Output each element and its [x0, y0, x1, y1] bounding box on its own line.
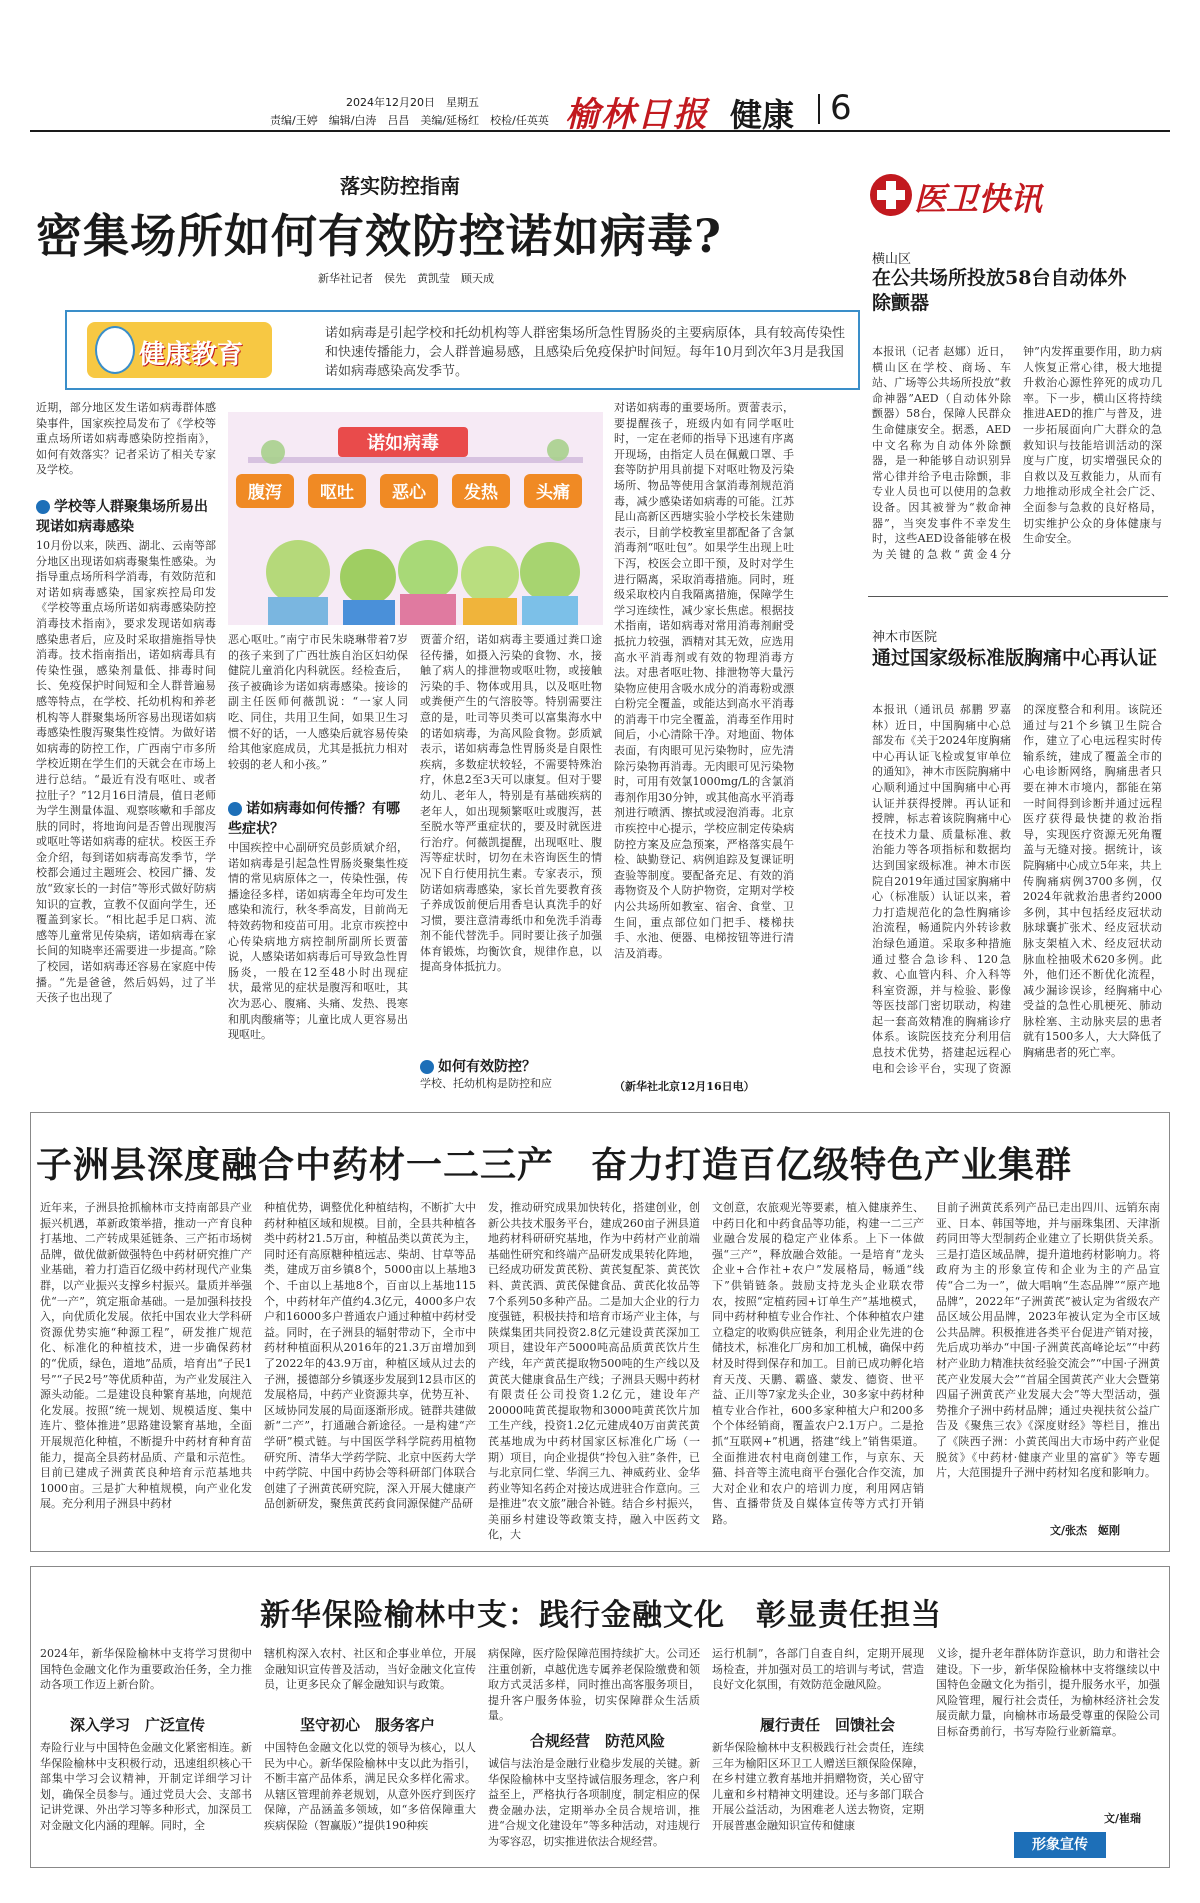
promotion-tag: 形象宣传: [1014, 1832, 1106, 1858]
rail2-kicker: 神木市医院: [872, 630, 938, 645]
lead-headline: 密集场所如何有效防控诺如病毒?: [36, 209, 722, 263]
article3-sec4: 履行责任 回馈社会: [760, 1716, 896, 1734]
lead-subhead-2-text: 诺如病毒如何传播？有哪些症状？: [228, 801, 400, 837]
lead-subhead-1: [36, 496, 216, 536]
red-cross-icon: [868, 172, 914, 218]
subhead-marker-icon: [36, 500, 50, 514]
lead-standfirst: 诺如病毒是引起学校和托幼机构等人群密集场所急性胃肠炎的主要病原体，具有较高传染性和快速传播能力，会人群普遍易感，且感染后免疫保护时间短。每年10月到次年3月是我国诺如病毒感染高发季节。: [325, 326, 846, 379]
article3-col-3: 诚信与法治是金融行业稳步发展的关键。新华保险榆林中支坚持诚信服务理念，客户利益至上，严格执行各项制度，制定相应的保费金融办法，定期举办全员合规培训，推进“合规文化建设年”等多种活动，对违规行为零容忍，切实推进依法合规经营。: [488, 1757, 700, 1848]
lead-col-4: 对诺如病毒的重要场所。贾蕾表示，要提醒孩子，班级内如有同学呕吐时，一定在老师的指导下迅速有序离开现场，由指定人员在佩戴口罩、手套等防护用具前提下对呕吐物及污染场所、物品等使用含氯消毒剂规范消毒，减少感染诺如病毒的可能。江苏昆山高新区西塘实验小学校长朱建勋表示，目前学校教室里都配备了含氯消毒剂“呕吐包”。如果学生出现上吐下泻，校医会立即干预，及时对学生进行隔离，采取消毒措施。同时，班级采取校内自我隔离措施，保障学生学习连续性，减少家长焦虑。根据技术指南，诺如病毒对常用消毒剂耐受抵抗力较强，酒精对其无效，应选用高水平消毒剂或有效的物理消毒方法。对患者呕吐物、排泄物等大量污染物应使用含吸水成分的消毒粉或漂白粉完全覆盖，或能达到高水平消毒的消毒干巾完全覆盖，消毒至作用时间后，小心清除干净。对地面、物体表面，有肉眼可见污染物时，应先清除污染物再消毒。无肉眼可见污染物时，可用有效氯1000mg/L的含氯消毒剂作用30分钟，或其他高水平消毒剂进行喷洒、擦拭或浸泡消毒。北京市疾控中心提示，学校应制定传染病防控方案及应急预案，严格落实晨午检、缺勤登记、病例追踪及复课证明查验等制度。要配备充足、有效的消毒物资及个人防护物资，定期对学校内公共场所如教室、宿舍、食堂、卫生间，重点部位如门把手、楼梯扶手、水池、便器、电梯按钮等进行清洁及消毒。: [614, 401, 794, 960]
section-title: 健康: [730, 96, 795, 134]
health-education-badge: [87, 322, 272, 378]
lead-signoff: （新华社北京12月16日电）: [614, 1080, 755, 1093]
article2-col-3: 发，推动研究成果加快转化，搭建创业，创新公共技术服务平台，建成260亩子洲县道地药材科研研究基地，作为中药材产业前端基础性研究和终端产品研发成果转化阵地，已经成功研发黄芪粉、黄芪复配茶、黄芪饮料、黄芪酒、黄芪保健食品、黄芪化妆品等7个系列50多种产品。二是加大企业的行力度强链，积极扶持和培育市场产业主体，与陕煤集团共同投资2.8亿元建设黄芪深加工项目，建设年产5000吨高品质黄芪饮片生产线，年产黄芪提取物500吨的生产线以及黄芪大健康食品生产线；子洲县天赐中药材有限责任公司投资1.2亿元，建设年产20000吨黄芪提取物和3000吨黄芪饮片加工生产线，投资1.2亿元建成40万亩黄芪黄芪基地成为中药材国家区标准化广场（一期）项目，向企业提供“拎包入驻”条件，已与北京同仁堂、华润三九、神威药业、金华药业等知名药企对接达成进驻合作意向。三是推进“农文旅”融合补链。结合乡村振兴，美丽乡村建设等政策支持，融入中医药文化，大: [488, 1201, 700, 1542]
lead-col-2b: 中国疾控中心副研究员彭质斌介绍，诺如病毒是引起急性胃肠炎聚集性疫情的常见病原体之一，传染性强，传播途径多样，诺如病毒全年均可发生感染和流行，秋冬季高发，目前尚无特效药物和疫苗可用。北京市疾控中心传染病地方病控制所副所长贾蕾说，人感染诺如病毒后可导致急性胃肠炎，一般在12至48小时出现症状，最常见的症状是腹泻和呕吐，其次为恶心、腹痛、头痛、发热、畏寒和肌肉酸痛等；儿童比成人更容易出现呕吐。: [228, 841, 408, 1042]
lead-col-1: 10月份以来，陕西、湖北、云南等部分地区出现诺如病毒聚集性感染。为指导重点场所科学消毒，有效防范和对诺如病毒感染，国家疾控局印发《学校等重点场所诺如病毒感染防控消毒技术指南》，要求发现诺如病毒感染患者后，应及时采取措施指导快消毒。技术指南指出，诺如病毒具有传染性强，感染剂量低、排毒时间长、免疫保护时间短和全人群普遍易感等特点，在学校、托幼机构和养老机构等人群聚集场所容易出现诺如病毒感染性腹泻聚集性疫情。为做好诺如病毒的防控工作，广西南宁市多所学校近期在学生们的天就会在市场上进行总结。“最近有没有呕吐、或者拉肚子？”12月16日清晨，值日老师为学生测量体温、观察咳嗽和手部皮肤的同时，将地询问是否曾出现腹泻或呕吐等诺如病毒的症状。校医王乔金介绍，每到诺如病毒高发季节，学校都会通过主题班会、校园广播、发放“致家长的一封信”等形式做好防病知识的宣教，宣教不仅面向学生，还覆盖到家长。“相比起手足口病、流感等儿童常见传染病，诺如病毒在家长间的知晓率还需要进一步提高。”除了校园，诺如病毒还容易在家庭中传播。“先是爸爸，然后妈妈，过了半天孩子也出现了: [36, 539, 216, 1005]
lead-subhead-1-text: 学校等人群聚集场所易出现诺如病毒感染: [36, 499, 208, 535]
rail2-body: 本报讯（通讯员 郝鹏 罗嘉林）近日，中国胸痛中心总部发布《关于2024年度胸痛中心再认证飞检或复审单位的通知》，神木市医院胸痛中心顺利通过中国胸痛中心再认证并获得授牌。再认证和授牌，标志着该院胸痛中心在技术力量、质量标准、救治能力等各项指标和数据均达到国家级标准。神木市医院自2019年通过国家胸痛中心（标准版）认证以来，着力打造规范化的急性胸痛诊治流程，畅通院内外转诊救治绿色通道。采取多种措施通过整合急诊科、120急救、心血管内科、介入科等科室资源，并与检验、影像等医技部门密切联动，构建起一套高效精准的胸痛诊疗体系。该院医技充分利用信息技术优势，搭建起远程心电和会诊平台，实现了资源的深度整合和利用。该院还通过与21个乡镇卫生院合作，建立了心电远程实时传输系统，建成了覆盖全市的心电诊断网络，胸痛患者只要在神木市境内，都能在第一时间得到诊断并通过远程医疗获得最快捷的救治指导，实现医疗资源无死角覆盖与无缝对接。据统计，该院胸痛中心成立5年来，共上传胸痛病例3700多例，仅2024年就救治患者约2000多例，其中包括经皮冠状动脉球囊扩张术、经皮冠状动脉支架植入术、经皮冠状动脉血栓抽吸术620多例。此外，他们还不断优化流程，减少漏诊误诊，经胸痛中心受益的急性心肌梗死、肺动脉栓塞、主动脉夹层的患者就有1500多人，大大降低了胸痛患者的死亡率。: [872, 703, 1162, 1075]
rail1-body: 本报讯（记者 赵娜）近日，横山区在学校、商场、车站、广场等公共场所投放“救命神器”AED（自动体外除颤器）58台，保障人民群众生命健康安全。据悉，AED中文名称为自动体外除颤器，是一种能够自动识别异常心律并给予电击除颤，非专业人员也可以使用的急救设备。因其被誉为“救命神器”，当突发事件不幸发生时，这些AED设备能够在极为关键的急救“黄金4分钟”内发挥重要作用，助力病人恢复正常心律，极大地提升救治心源性猝死的成功几率。下一步，横山区将持续推进AED的推广与普及，进一步拓展面向广大群众的急救知识与技能培训活动的深度与广度，切实增强民众的自救以及互救能力，从而有力地推动形成全社会广泛、全面参与急救的良好格局，切实维护公众的身体健康与生命安全。: [872, 345, 1162, 561]
rail2-headline: 通过国家级标准版胸痛中心再认证: [872, 647, 1158, 669]
symptom-fever: 发热: [464, 483, 498, 503]
symptom-vomiting: 呕吐: [320, 483, 354, 503]
article3-col-2: 中国特色金融文化以党的领导为核心，以人民为中心。新华保险榆林中支以此为指引，不断丰富产品体系，满足民众多样化需求。从辖区管理前养老规划，从意外医疗到医疗保障，产品涵盖多领域，如“多倍保障重大疾病保险（智赢版）”提供190种疾: [264, 1741, 476, 1832]
editor-credits: 责编/王婷 编辑/白涛 吕昌 美编/延杨红 校检/任英英: [270, 114, 549, 127]
symptom-headache: 头痛: [536, 483, 570, 503]
health-education-label: 健康教育: [139, 340, 244, 370]
norovirus-illustration-art: [228, 412, 603, 625]
lead-col-3-tail: 学校、托幼机构是防控和应: [420, 1077, 552, 1090]
article2-signoff: 文/张杰 姬刚: [1050, 1524, 1121, 1537]
lead-subhead-3: [420, 1056, 602, 1076]
lead-col-2: 恶心呕吐。”南宁市民朱晓琳带着7岁的孩子来到了广西壮族自治区妇幼保健院儿童消化内科就医。经检查后，孩子被确诊为诺如病毒感染。接诊的副主任医师何薇凯说：“一家人同吃、同住，共用卫生间，如果卫生习惯不好的话，一人感染后就容易传染给其他家庭成员，尤其是抵抗力相对较弱的老人和小孩。”: [228, 633, 408, 771]
rail1-headline: 在公共场所投放58台自动体外除颤器: [872, 267, 1127, 314]
health-education-box: [65, 310, 860, 390]
rail-divider: [868, 596, 1168, 597]
lead-intro: 近期，部分地区发生诺如病毒群体感染事件，国家疾控局发布了《学校等重点场所诺如病毒感染防控指南》，如何有效落实？记者采访了相关专家及学校。: [36, 401, 216, 477]
lead-subhead-2: [228, 798, 408, 838]
lead-byline: 新华社记者 侯先 黄凯莹 顾天成: [318, 272, 494, 285]
symptom-diarrhea: 腹泻: [248, 483, 282, 503]
newspaper-logo: 榆林日报: [565, 95, 709, 135]
subhead-marker-icon: [228, 802, 242, 816]
article3-headline: 新华保险榆林中支：践行金融文化 彰显责任担当: [260, 1598, 942, 1633]
header-divider: [818, 94, 820, 124]
article2-col-5: 目前子洲黄芪系列产品已走出四川、远销东南亚、日本、韩国等地，并与丽珠集团、天津浙药同田等大型制药企业建立了长期供货关系。三是打造区域品牌，提升道地药材影响力。将政府为主的形象宣传和企业为主的产品宣传“合二为一”，做大唱响“生态品牌”“原产地品牌”，2022年“子洲黄芪”被认定为省级农产品区域公用品牌，2023年被认定为全市区域公共品牌。积极推进各类平台促进产销对接，先后成功举办“中国·子洲黄芪高峰论坛”“中药材产业助力精准扶贫经验交流会”“中国·子洲黄芪产业发展大会”“首届全国黄芪产业大会暨第四届子洲黄芪产业发展大会”等大型活动，强势推介子洲中药材品牌；通过央视扶贫公益广告及《聚焦三农》《深度财经》等栏目，推出了《陕西子洲：小黄芪闯出大市场中药产业促脱贫》《中药材·健康产业里的富矿》等专题片，大范围提升子洲中药材知名度和影响力。: [936, 1201, 1160, 1480]
page-header: [30, 82, 1170, 135]
article3-sec1: 深入学习 广泛宣传: [70, 1716, 206, 1734]
medical-news-title: 医卫快讯: [914, 180, 1043, 218]
article2-col-1: 近年来，子洲县抢抓榆林市支持南部县产业振兴机遇，革新政策举措，推动一产育良种打基地、二产转成果延链条、三产拓市场树品牌，做优做新做强特色中药材研究推广产业基础，着力打造百亿级中药材现代产业集群，以产业振兴支撑乡村振兴。量质并举强优“一产”，筑定瓶命基础。一是加强科技投入，向优质化发展。依托中国农业大学科研资源优势实施“种源工程”，研发推广规范化、标准化的种植技术，进一步确保药材的“优质，绿色，道地”品质，培育出“子民1号”“子民2号”等优质种苗，为产业发展注入源头动能。二是建设良种繁育基地，向规范化发展。按照“统一规划、规模适度、集中连片、整体推进”思路建设繁育基地，全面开展规范化种植，不断提升中药材育种育苗能力，提高全县药材品质、产量和示范性。目前已建成子洲黄芪良种培育示范基地共1000亩。三是扩大种植规模，向产业化发展。充分利用子洲县中药材: [40, 1201, 252, 1511]
article3-col-5: 义诊，提升老年群体防诈意识，助力和谐社会建设。下一步，新华保险榆林中支将继续以中国特色金融文化为指引，提升服务水平，加强风险管理，履行社会责任，为榆林经济社会发展贡献力量，向榆林市场最受尊重的保险公司目标奋勇前行，书写寿险行业新篇章。: [936, 1647, 1160, 1738]
lead-subhead-3-text: 如何有效防控？: [438, 1059, 536, 1075]
issue-date: 2024年12月20日 星期五: [346, 96, 479, 109]
illustration-banner: 诺如病毒: [367, 433, 439, 454]
article3-intro: 2024年，新华保险榆林中支将学习贯彻中国特色金融文化作为重要政治任务，全力推动各项工作迈上新台阶。: [40, 1647, 252, 1692]
article2-col-4: 文创意，农旅观光等要素，植入健康养生、中药日化和中药食品等功能，构建一二三产业融合发展的稳定产业体系。上下一体做强“三产”，释放融合效能。一是培育“龙头企业+合作社+农户”发展格局，畅通“线下”供销链条。鼓励支持龙头企业联农带农，按照“定植药园+订单生产”基地模式，同中药材种植专业合作社、个体种植农户建立稳定的收购供应链条，利用企业先进的仓储技术，标准化厂房和加工机械，确保中药材及时得到保存和加工。目前已成功孵化培育天茂、天鹏、霸盛、蒙发、德资、世平益、正川等7家龙头企业，30多家中药材种植专业合作社，600多家种植大户和200多个个体经销商，覆盖农户2.1万户。二是抢抓“互联网+”机遇，搭建“线上”销售渠道。全面推进农村电商创建工作，与京东、天猫、抖音等主流电商平台强化合作交流，加大对企业和农户的培训力度，利用网店销售、直播带货及自媒体宣传等方式打开销路。: [712, 1201, 924, 1526]
norovirus-illustration: [228, 412, 603, 625]
article3-sec3: 合规经营 防范风险: [530, 1732, 666, 1750]
rail1-kicker: 横山区: [872, 252, 912, 267]
lead-kicker: 落实防控指南: [340, 174, 460, 198]
article2-col-2: 种植优势，调整优化种植结构，不断扩大中药材种植区域和规模。目前，全县共种植各类中药材21.5万亩，种植品类以黄芪为主，同时还有高原糖种植远志、柴胡、甘草等品类，建成万亩乡镇8个，5000亩以上基地3个、千亩以上基地8个，百亩以上基地115个，中药材年产值约4.3亿元，4000多户农户和16000多户普通农户通过种植中药材受益。同时，在子洲县的辐射带动下，全市中药材种植面积从2016年的21.3万亩增加到了2022年的43.9万亩，种植区域从过去的子洲，援德部分乡镇逐步发展到12县市区的发展格局，中药产业资源共享，优势互补、区域协同发展的局面逐渐形成。链群共建做新“二产”，打通融合新途径。一是构建“产学研”模式链。与中国医学科学院药用植物研究所、清华大学药学院、北京中医药大学中药学院、中国中药协会等科研部门体联合创建了子洲黄芪研究院，深入开展大健康产品创新研发，聚焦黄芪药食同源保健产品研: [264, 1201, 476, 1511]
article3-col-2-top: 辖机构深入农村、社区和企事业单位，开展金融知识宣传普及活动，当好金融文化宣传员，让更多民众了解金融知识与政策。: [264, 1647, 476, 1692]
lead-col-3: 贾蕾介绍，诺如病毒主要通过粪口途径传播，如摄入污染的食物、水，接触了病人的排泄物或呕吐物，或接触污染的手、物体或用具，以及呕吐物或粪便产生的气溶胶等。特别需要注意的是，吐司等贝类可以富集海水中的诺如病毒，为高风险食物。彭质斌表示，诺如病毒急性胃肠炎是自限性疾病，多数症状较轻，不需要特殊治疗，休息2至3天可以康复。但对于婴幼儿、老年人，特别是有基础疾病的老年人，如出现频繁呕吐或腹泻，甚至脱水等严重症状的，要及时就医进行治疗。何薇凯提醒，出现呕吐、腹泻等症状时，切勿在未咨询医生的情况下自行使用抗生素。专家表示，预防诺如病毒感染，家长首先要教育孩子养成饭前便后用香皂认真洗手的好习惯，要注意清毒纸巾和免洗手消毒剂不能代替洗手。同时要让孩子加强体育锻炼，均衡饮食，规律作息，以提高身体抵抗力。: [420, 633, 602, 974]
article3-col-4-top: 运行机制”，各部门自查自纠，定期开展现场检查，并加强对员工的培训与考试，营造良好文化氛围，有效防范金融风险。: [712, 1647, 924, 1692]
medical-news-badge: [868, 172, 1068, 218]
article3-signoff: 文/崔瑞: [1104, 1812, 1142, 1825]
doctor-icon: [95, 326, 135, 374]
page-number: 6: [830, 88, 852, 128]
article3-col-1: 寿险行业与中国特色金融文化紧密相连。新华保险榆林中支积极行动，迅速组织核心干部集中学习会议精神，开制定详细学习计划，确保全员参与。通过党员大会、支部书记讲党课、外出学习等多种形式，加深员工对金融文化内涵的理解。同时，全: [40, 1741, 252, 1832]
article3-col-3-top: 病保障，医疗险保障范围持续扩大。公司还注重创新，卓越优选专属养老保险缴费和领取方式灵活多样，同时推出高客服务项目，提升客户服务体验，切实保障群众生活质量。: [488, 1647, 700, 1723]
article3-col-4: 新华保险榆林中支积极践行社会责任，连续三年为榆阳区环卫工人赠送巨额保险保障，在乡村建立教育基地并捐赠物资，关心留守儿童和乡村精神文明建设。还与多部门联合开展公益活动，为困难老人送去物资，定期开展普惠金融知识宣传和健康: [712, 1741, 924, 1832]
subhead-marker-icon: [420, 1060, 434, 1074]
article3-sec2: 坚守初心 服务客户: [300, 1716, 436, 1734]
symptom-nausea: 恶心: [392, 483, 426, 503]
article2-headline: 子洲县深度融合中药材一二三产 奋力打造百亿级特色产业集群: [36, 1144, 1073, 1186]
